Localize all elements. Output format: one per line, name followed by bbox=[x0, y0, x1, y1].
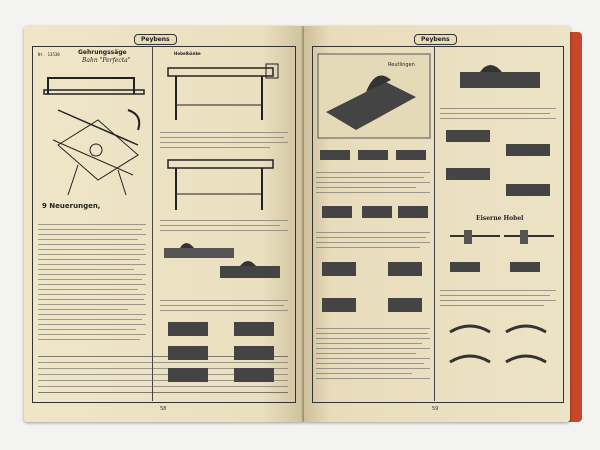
plane-advertisement bbox=[316, 52, 432, 142]
iron-plane-1 bbox=[440, 56, 558, 104]
left-page bbox=[24, 26, 304, 422]
right-page-number: 59 bbox=[432, 406, 439, 412]
workbench-illustration-2 bbox=[162, 152, 282, 216]
small-planes-illustration bbox=[164, 316, 288, 386]
red-cover-edge bbox=[568, 32, 582, 422]
saw-title: Gehrungssäge bbox=[78, 49, 127, 56]
workbench-illustration-1 bbox=[162, 60, 282, 128]
plane-row-3 bbox=[318, 254, 432, 324]
column-divider bbox=[152, 46, 153, 401]
iron-plane-group bbox=[440, 124, 558, 214]
column-divider-right bbox=[434, 46, 435, 401]
spokeshave-tools bbox=[440, 312, 558, 382]
plane-row-1 bbox=[316, 146, 432, 166]
left-page-header: Peybens bbox=[134, 34, 177, 45]
gauge-tools bbox=[440, 226, 558, 286]
plane-row-2 bbox=[318, 198, 432, 228]
saw-brand: Bahn "Perfecta" bbox=[82, 57, 131, 64]
svg-text:Reutlingen: Reutlingen bbox=[388, 62, 415, 68]
neuerungen-heading: 9 Neuerungen, bbox=[42, 202, 101, 210]
right-page bbox=[304, 26, 570, 422]
left-page-number: 58 bbox=[160, 406, 167, 412]
miter-saw-illustration bbox=[38, 70, 150, 200]
item-number: Nr. 13530 bbox=[38, 52, 60, 57]
catalog-spread bbox=[8, 12, 592, 442]
workbench-heading: Hobelbänke bbox=[174, 51, 201, 56]
wooden-planes-illustration bbox=[160, 236, 290, 296]
right-page-header: Peybens bbox=[414, 34, 457, 45]
iron-planes-heading: Eiserne Hobel bbox=[476, 215, 524, 222]
